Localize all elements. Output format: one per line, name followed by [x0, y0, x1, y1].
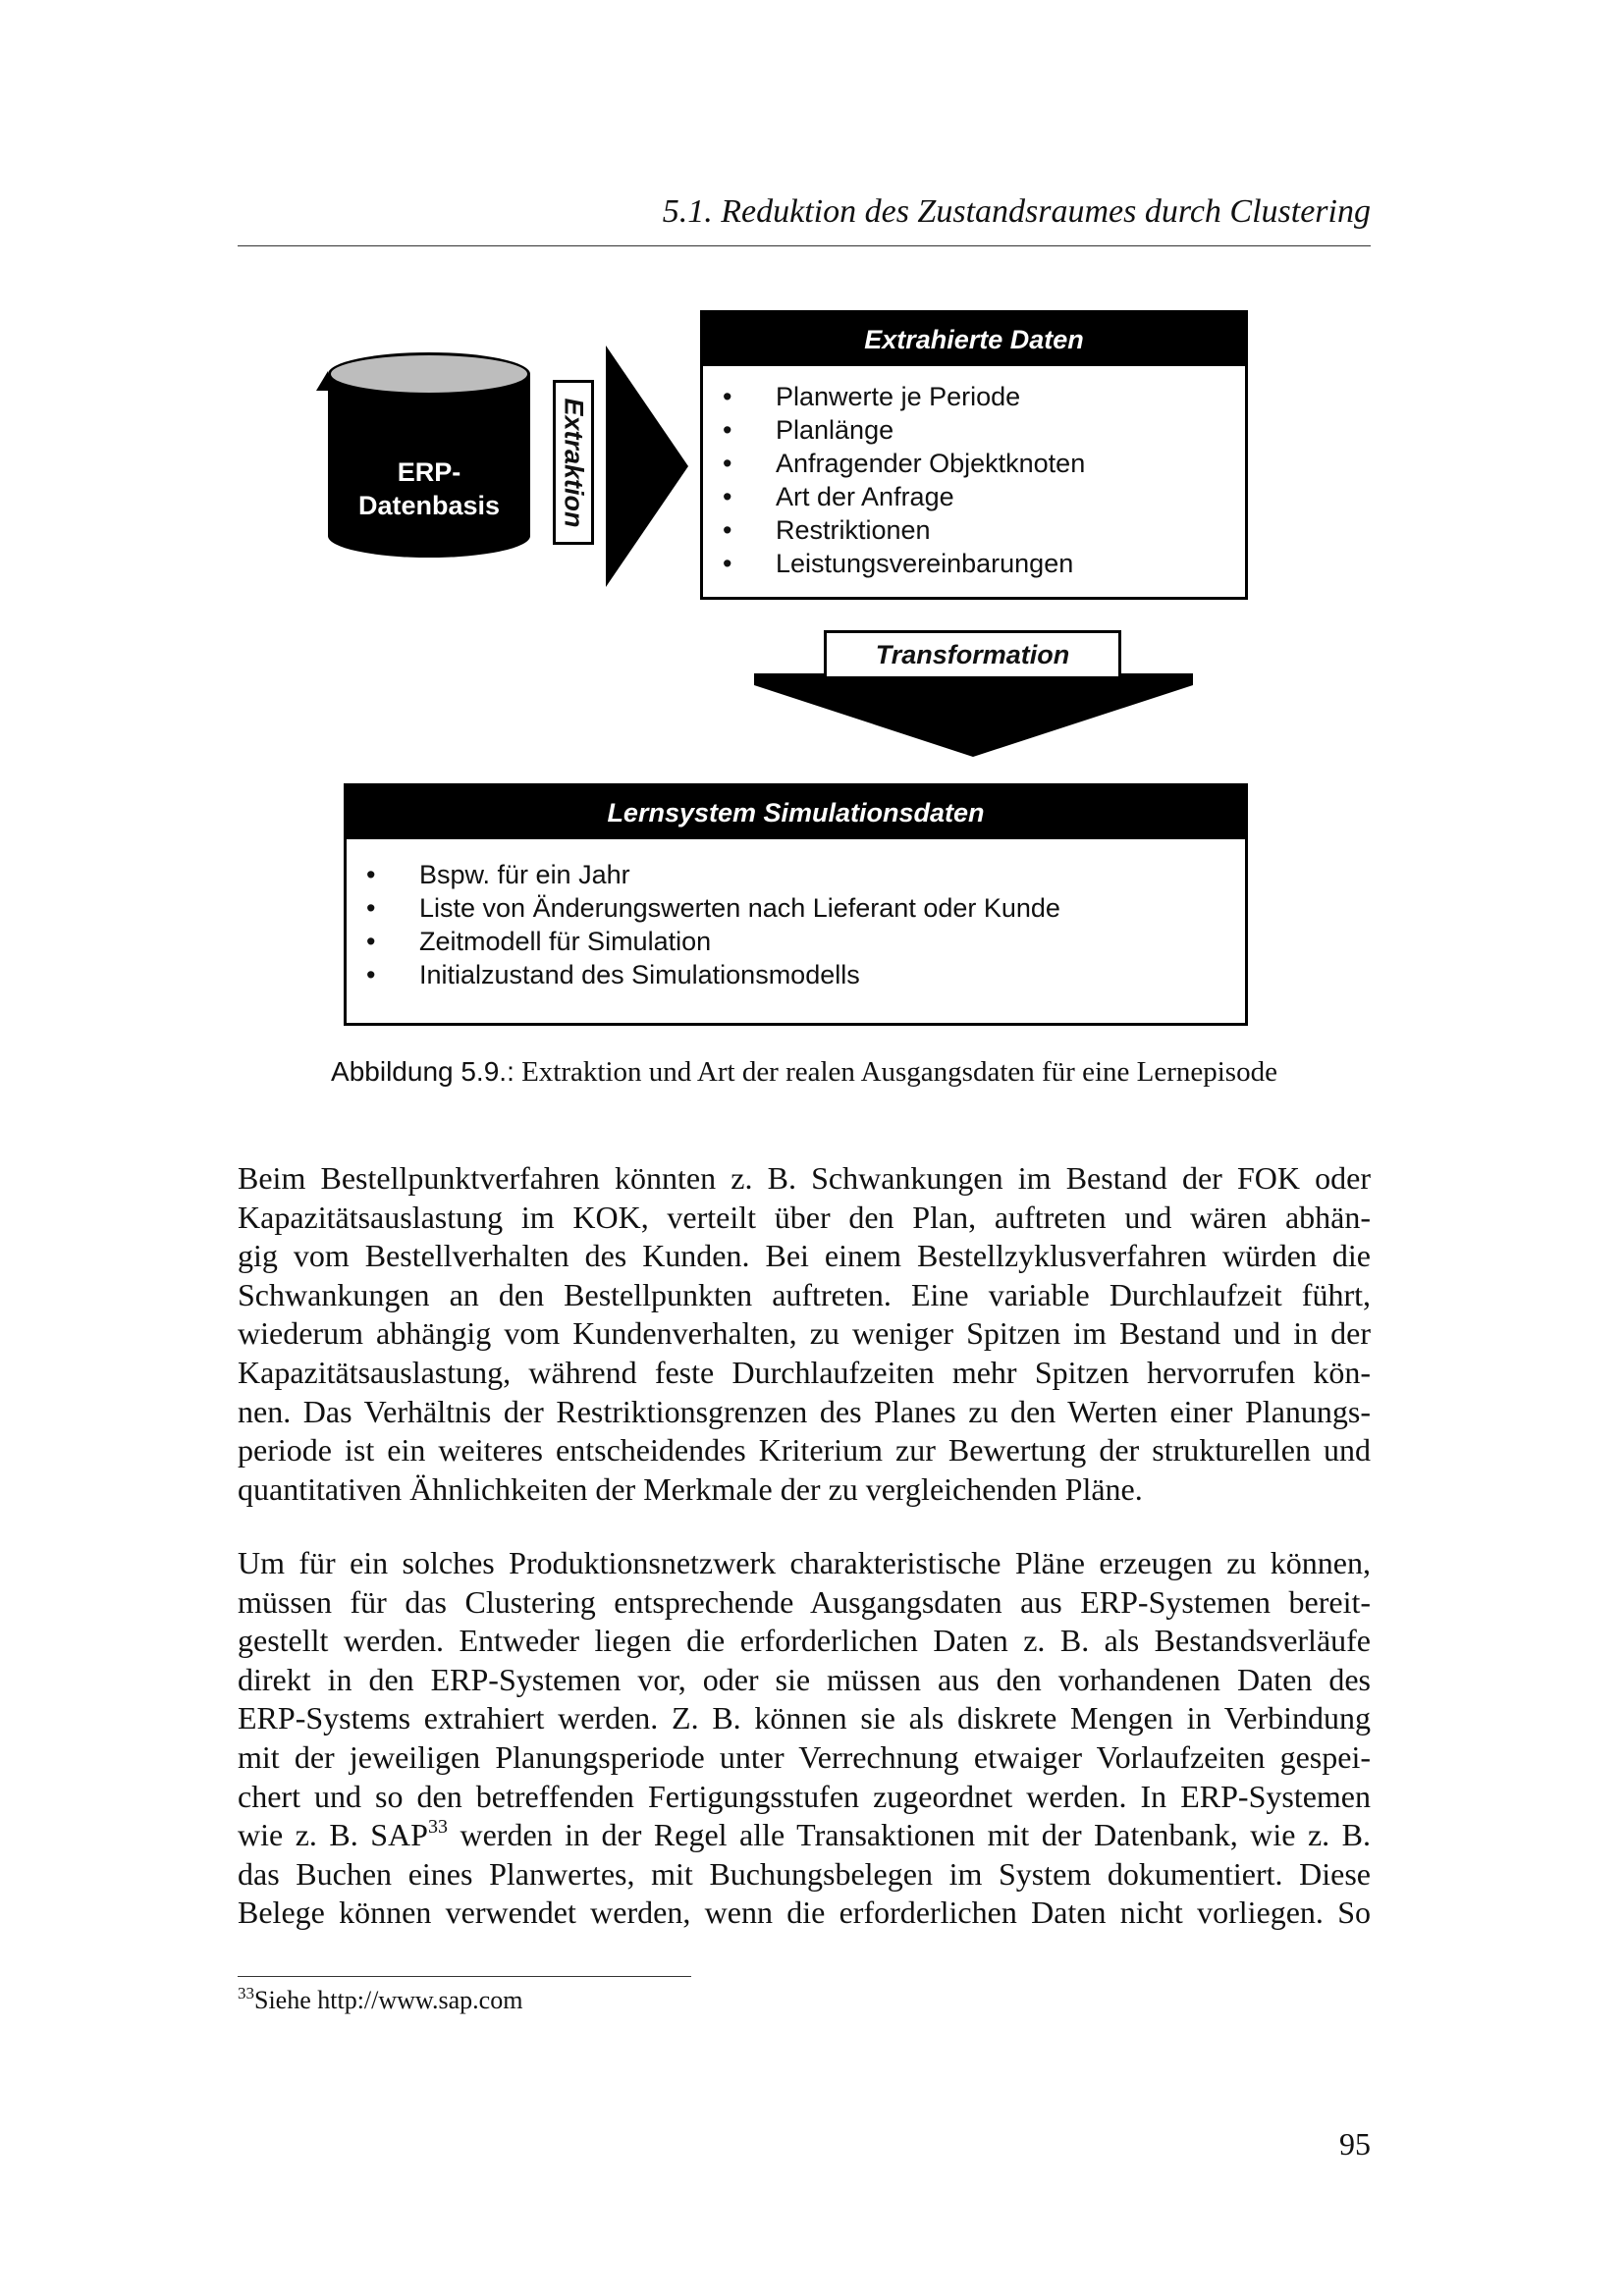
transformation-arrow-icon	[754, 685, 1193, 757]
list-item-text: Anfragender Objektknoten	[776, 449, 1086, 478]
list-item-text: Initialzustand des Simulationsmodells	[419, 960, 860, 989]
extracted-data-box	[700, 310, 1248, 600]
simulation-data-title: Lernsystem Simulationsdaten	[347, 786, 1245, 839]
list-item	[723, 513, 1245, 547]
list-item-text: Bspw. für ein Jahr	[419, 860, 630, 889]
extracted-data-title: Extrahierte Daten	[703, 313, 1245, 366]
footnote-mark: 33	[238, 1984, 254, 2002]
figure-extraction-diagram	[0, 0, 1624, 1129]
text-line: müssen für das Clustering entsprechende Ausgangsdaten aus ERP-Systemen bereit-	[238, 1583, 1371, 1620]
extraction-box	[553, 380, 594, 545]
text-line-sap	[238, 1816, 1371, 1855]
list-item-text: Planwerte je Periode	[776, 382, 1021, 411]
text-line: wiederum abhängig vom Kundenverhalten, zu weniger Spitzen im Bestand und in der	[238, 1315, 1371, 1352]
paragraph-1	[238, 1159, 1371, 1509]
text-line: Beim Bestellpunktverfahren könnten z. B. Schwankungen im Bestand der FOK oder	[238, 1160, 1371, 1196]
running-head: 5.1. Reduktion des Zustandsraumes durch Clustering	[662, 193, 1371, 230]
text-line: gestellt werden. Entweder liegen die erforderlichen Daten z. B. als Bestandsverläufe	[238, 1623, 1371, 1659]
footnote-rule	[238, 1976, 691, 1977]
database-label-line1: ERP-	[397, 457, 461, 487]
extracted-data-list	[703, 366, 1245, 580]
bullet-icon: •	[366, 893, 376, 923]
footnote-text: Siehe http://www.sap.com	[254, 1986, 523, 2014]
footnote	[238, 1985, 522, 2016]
text-line: quantitativen Ähnlichkeiten der Merkmale der zu vergleichenden Pläne.	[238, 1470, 1143, 1507]
list-item-text: Liste von Änderungswerten nach Lieferant oder Kunde	[419, 893, 1060, 923]
simulation-data-box	[344, 783, 1248, 1026]
database-cylinder-top	[328, 352, 530, 396]
paragraph-2	[238, 1544, 1371, 1933]
text-line: chert und so den betreffenden Fertigungsstufen zugeordnet werden. In ERP-Systemen	[238, 1778, 1371, 1814]
text-line: gig vom Bestellverhalten des Kunden. Bei einem Bestellzyklusverfahren würden die	[238, 1238, 1371, 1274]
list-item-text: Leistungsvereinbarungen	[776, 549, 1074, 578]
list-item	[723, 413, 1245, 447]
transformation-label: Transformation	[824, 630, 1121, 679]
list-item	[723, 447, 1245, 480]
simulation-data-list	[347, 839, 1245, 991]
list-item-text: Zeitmodell für Simulation	[419, 927, 712, 956]
figure-caption-label: Abbildung 5.9.:	[331, 1056, 514, 1087]
list-item	[366, 858, 1245, 891]
text-line: mit der jeweiligen Planungsperiode unter Verrechnung etwaiger Vorlaufzeiten gespei-	[238, 1738, 1371, 1775]
database-label-line2: Datenbasis	[357, 491, 501, 520]
extraction-label: Extraktion	[559, 397, 589, 528]
page-number: 95	[1339, 2126, 1371, 2162]
text-line: Schwankungen an den Bestellpunkten auftreten. Eine variable Durchlaufzeit führt,	[238, 1276, 1371, 1312]
bullet-icon: •	[723, 515, 732, 545]
list-item-text: Planlänge	[776, 415, 894, 445]
figure-caption-text: Extraktion und Art der realen Ausgangsdaten für eine Lernepisode	[521, 1056, 1277, 1088]
bullet-icon: •	[366, 860, 376, 889]
list-item	[723, 480, 1245, 513]
text-line: Belege können verwendet werden, wenn die erforderlichen Daten nicht vorliegen. So	[238, 1895, 1371, 1931]
bullet-icon: •	[723, 415, 732, 445]
sap-line-end: werden in der Regel alle Transaktionen mit der Datenbank, wie z. B.	[447, 1817, 1372, 1853]
list-item	[366, 958, 1245, 991]
text-line: Kapazitätsauslastung im KOK, verteilt über den Plan, auftreten und wären abhän-	[238, 1199, 1371, 1235]
extraction-arrow-icon	[606, 346, 688, 587]
sap-line-start: wie z. B. SAP	[238, 1817, 428, 1853]
list-item	[723, 380, 1245, 413]
text-line: das Buchen eines Planwertes, mit Buchungsbelegen im System dokumentiert. Diese	[238, 1855, 1371, 1892]
bullet-icon: •	[723, 482, 732, 511]
list-item-text: Art der Anfrage	[776, 482, 954, 511]
bullet-icon: •	[366, 927, 376, 956]
database-notch	[316, 371, 328, 391]
figure-caption	[238, 1054, 1371, 1090]
list-item-text: Restriktionen	[776, 515, 931, 545]
bullet-icon: •	[723, 449, 732, 478]
bullet-icon: •	[723, 382, 732, 411]
text-line: Kapazitätsauslastung, während feste Durchlaufzeiten mehr Spitzen hervorrufen kön-	[238, 1354, 1371, 1390]
bullet-icon: •	[366, 960, 376, 989]
list-item	[366, 891, 1245, 925]
database-label	[328, 455, 530, 522]
footnote-reference: 33	[427, 1816, 448, 1839]
list-item	[366, 925, 1245, 958]
text-line: Um für ein solches Produktionsnetzwerk charakteristische Pläne erzeugen zu können,	[238, 1545, 1371, 1580]
list-item	[723, 547, 1245, 580]
text-line: direkt in den ERP-Systemen vor, oder sie müssen aus den vorhandenen Daten des	[238, 1661, 1371, 1697]
bullet-icon: •	[723, 549, 732, 578]
text-line: periode ist ein weiteres entscheidendes Kriterium zur Bewertung der strukturellen und	[238, 1432, 1371, 1468]
text-line: ERP-Systems extrahiert werden. Z. B. können sie als diskrete Mengen in Verbindung	[238, 1700, 1371, 1736]
text-line: nen. Das Verhältnis der Restriktionsgrenzen des Planes zu den Werten einer Planungs-	[238, 1393, 1371, 1429]
